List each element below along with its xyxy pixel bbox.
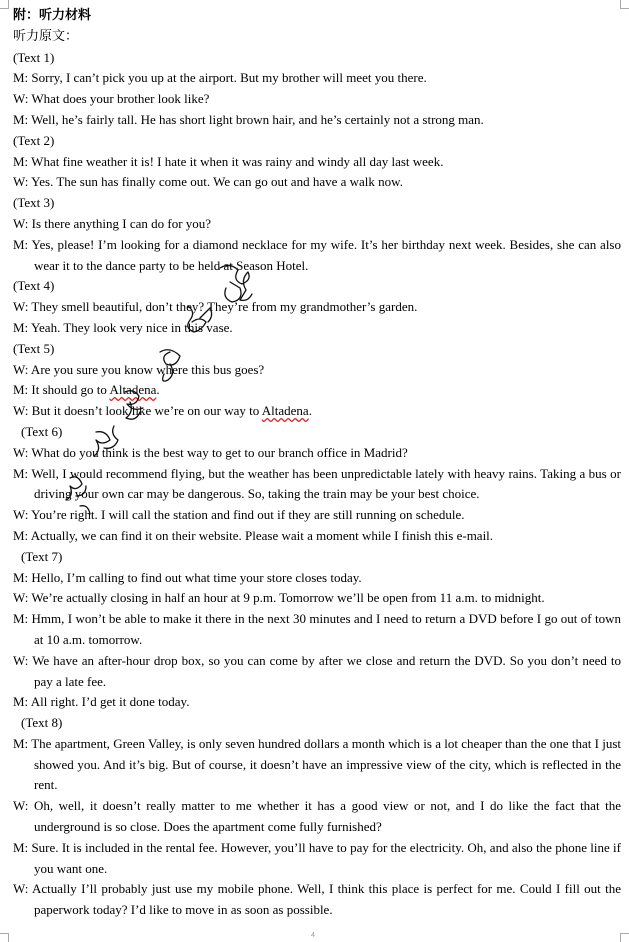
spellcheck-word: Altadena: [261, 403, 309, 419]
dialogue-line: M: Well, he’s fairly tall. He has short light brown hair, and he’s certainly not a strong man.: [13, 111, 484, 127]
text-section-label: (Text 7): [21, 548, 63, 564]
dialogue-line: M: Yeah. They look very nice in this vase.: [13, 319, 233, 335]
dialogue-line: M: It should go to Altadena.: [13, 382, 160, 398]
dialogue-line: M: Yes, please! I’m looking for a diamond necklace for my wife. It’s her birthday next week. Besides, she can also wear it to the dance party to be held at Season Hotel.: [13, 236, 621, 273]
dialogue-line: M: What fine weather it is! I hate it when it was rainy and windy all day last week.: [13, 153, 444, 169]
dialogue-line: W: Yes. The sun has finally come out. We can go out and have a walk now.: [13, 174, 403, 190]
dialogue-line: W: What do you think is the best way to get to our branch office in Madrid?: [13, 444, 408, 460]
dialogue-line: M: Sure. It is included in the rental fee. However, you’ll have to pay for the electricity. Oh, and also the phone line if you want one.: [13, 839, 621, 876]
dialogue-line: M: Hello, I’m calling to find out what time your store closes today.: [13, 569, 362, 585]
dialogue-line: W: Actually I’ll probably just use my mobile phone. Well, I think this place is perfect for me. Could I fill out the paperwork today? I’d like to move in as soon as possible.: [13, 881, 621, 918]
dialogue-line: M: All right. I’d get it done today.: [13, 694, 190, 710]
dialogue-line: W: Are you sure you know where this bus goes?: [13, 361, 265, 377]
dialogue-line: M: Hmm, I won’t be able to make it there in the next 30 minutes and I need to return a DVD before I go out of town at 10 a.m. tomorrow.: [13, 611, 621, 647]
dialogue-line: W: Is there anything I can do for you?: [13, 215, 212, 231]
dialogue-line: W: Oh, well, it doesn’t really matter to me whether it has a good view or not, and I do like the fact that the underground is so close. Does the apartment come fully furnished?: [13, 798, 621, 835]
crop-mark-bottom-left: [0, 933, 9, 942]
dialogue-line: M: Well, I would recommend flying, but the weather has been unpredictable lately with heavy rains. Taking a bus or driving your own car may be dangerous. So, taking the train may be your best choice.: [13, 465, 621, 502]
dialogue-line: M: Sorry, I can’t pick you up at the airport. But my brother will meet you there.: [13, 70, 427, 86]
dialogue-line: W: We’re actually closing in half an hour at 9 p.m. Tomorrow we’ll be open from 11 a.m. to midnight.: [13, 590, 545, 606]
document-body: [13, 6, 621, 921]
dialogue-line: M: The apartment, Green Valley, is only seven hundred dollars a month which is a lot cheaper than the one that I just showed you. And it’s big. But of course, it doesn’t have an impressive view of the city, which is reflected in the rent.: [13, 735, 621, 793]
text-section-label: (Text 6): [21, 423, 63, 439]
text-section-label: (Text 8): [21, 715, 63, 731]
transcript-blocks: [13, 48, 621, 921]
crop-mark-bottom-right: [620, 933, 629, 942]
section-heading: 附：听力材料: [13, 8, 92, 23]
spellcheck-word: Altadena: [109, 382, 157, 398]
text-section-label: (Text 1): [13, 49, 55, 65]
dialogue-line: W: They smell beautiful, don’t they? They’re from my grandmother’s garden.: [13, 299, 418, 315]
transcript-subheading: 听力原文：: [13, 28, 79, 44]
text-section-label: (Text 5): [13, 340, 55, 356]
dialogue-line: M: Actually, we can find it on their website. Please wait a moment while I finish this e-mail.: [13, 527, 494, 543]
crop-mark-top-left: [0, 0, 9, 9]
dialogue-line: W: But it doesn’t look like we’re on our way to Altadena.: [13, 403, 312, 419]
text-section-label: (Text 3): [13, 195, 55, 211]
dialogue-line: W: You’re right. I will call the station and find out if they are still running on schedule.: [13, 507, 465, 523]
dialogue-line: W: What does your brother look like?: [13, 91, 210, 107]
text-section-label: (Text 4): [13, 278, 55, 294]
crop-mark-top-right: [620, 0, 629, 9]
dialogue-line: W: We have an after-hour drop box, so you can come by after we close and return the DVD. So you don’t need to pay a late fee.: [13, 652, 621, 689]
text-section-label: (Text 2): [13, 132, 55, 148]
page-number: 4: [311, 932, 315, 939]
